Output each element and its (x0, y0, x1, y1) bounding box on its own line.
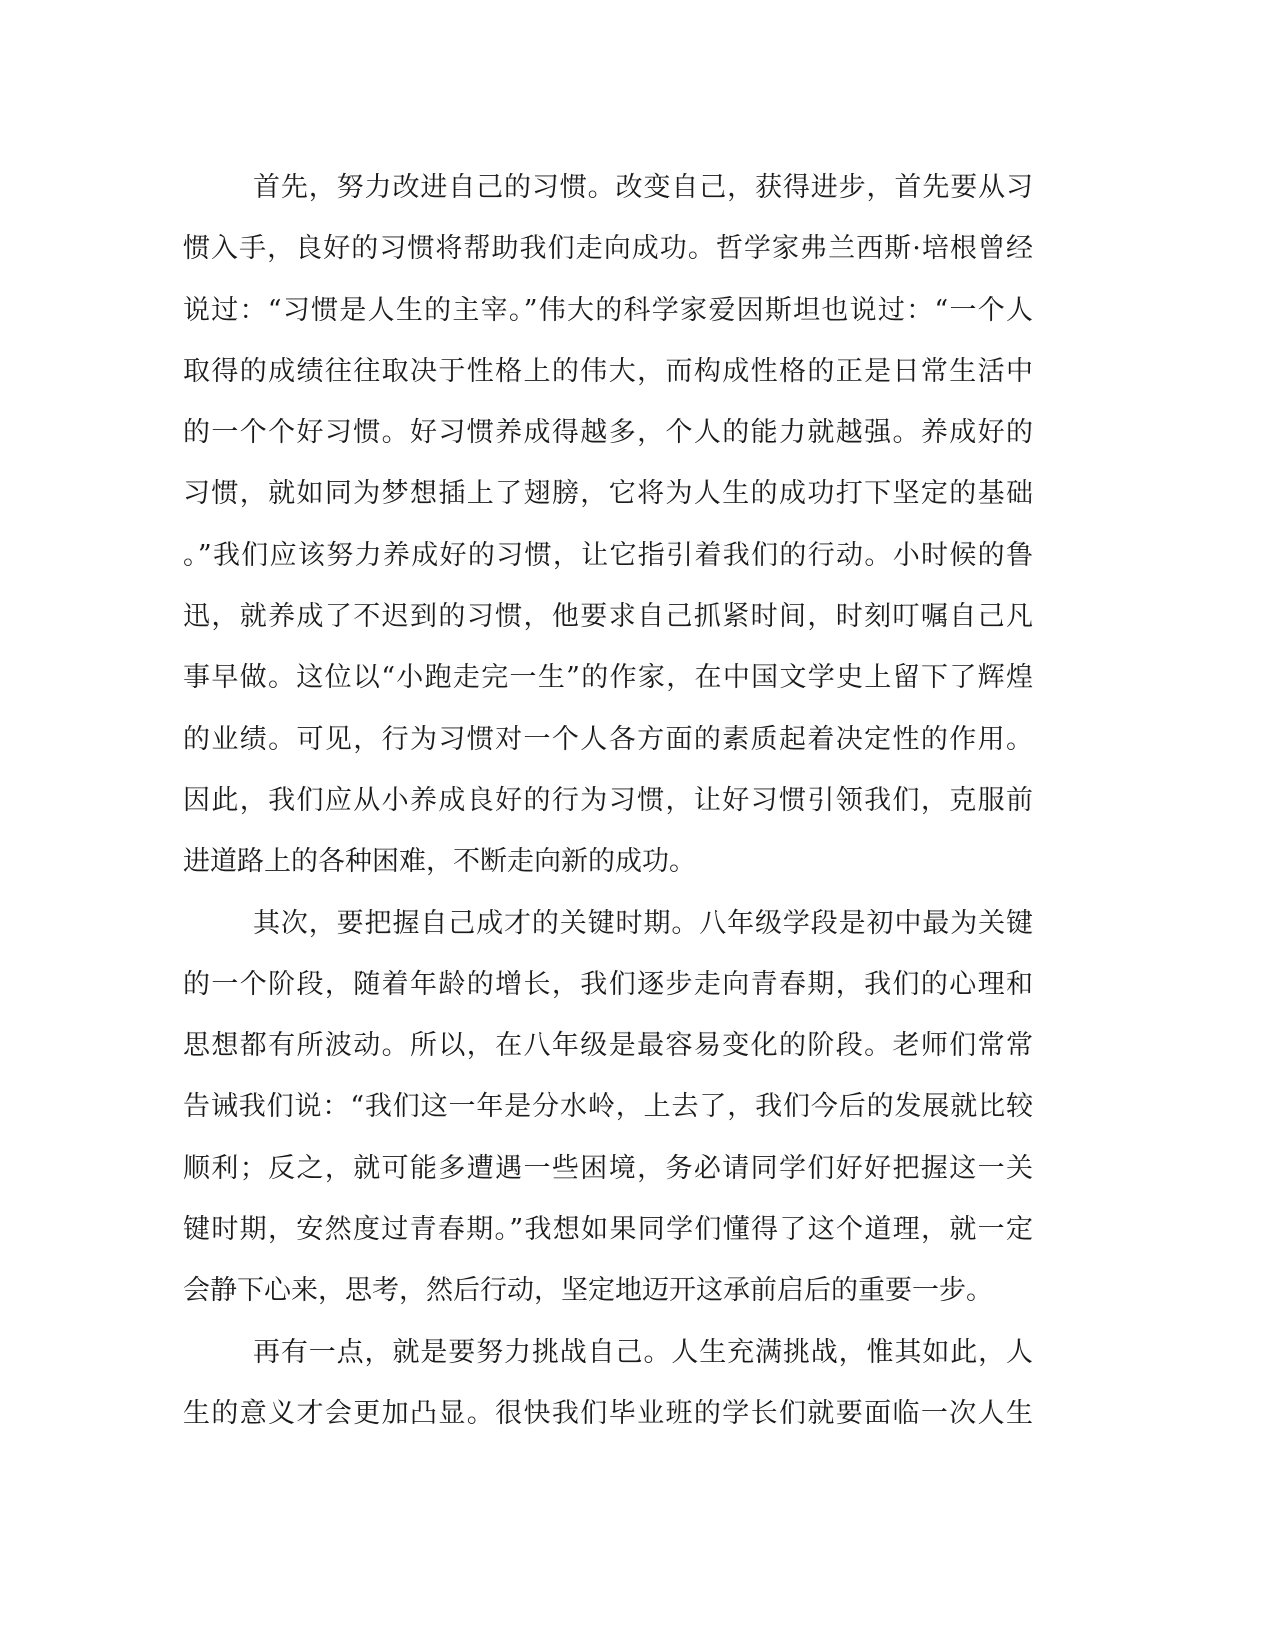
text-line: 。”我们应该努力养成好的习惯，让它指引着我们的行动。小时候的鲁 (183, 539, 1033, 571)
text-line: 会静下心来，思考，然后行动，坚定地迈开这承前启后的重要一步。 (183, 1275, 993, 1307)
text-line: 其次，要把握自己成才的关键时期。八年级学段是初中最为关键 (253, 907, 1033, 939)
text-line: 说过：“习惯是人生的主宰。”伟大的科学家爱因斯坦也说过：“一个人 (183, 294, 1033, 326)
text-line: 思想都有所波动。所以，在八年级是最容易变化的阶段。老师们常常 (183, 1030, 1033, 1062)
text-line: 顺利；反之，就可能多遭遇一些困境，务必请同学们好好把握这一关 (183, 1152, 1033, 1184)
text-line: 事早做。这位以“小跑走完一生”的作家，在中国文学史上留下了辉煌 (183, 662, 1033, 694)
text-line: 迅，就养成了不迟到的习惯，他要求自己抓紧时间，时刻叮嘱自己凡 (183, 601, 1033, 633)
text-line: 生的意义才会更加凸显。很快我们毕业班的学长们就要面临一次人生 (183, 1397, 1033, 1429)
text-line: 的业绩。可见，行为习惯对一个人各方面的素质起着决定性的作用。 (183, 723, 1033, 755)
paragraph-habits (183, 157, 1033, 893)
text-line: 告诫我们说：“我们这一年是分水岭，上去了，我们今后的发展就比较 (183, 1091, 1033, 1123)
paragraph-key-period (183, 893, 1033, 1322)
text-line: 首先，努力改进自己的习惯。改变自己，获得进步，首先要从习 (253, 172, 1033, 203)
text-line: 键时期，安然度过青春期。”我想如果同学们懂得了这个道理，就一定 (183, 1214, 1033, 1246)
text-line: 再有一点，就是要努力挑战自己。人生充满挑战，惟其如此，人 (253, 1336, 1033, 1368)
text-line: 因此，我们应从小养成良好的行为习惯，让好习惯引领我们，克服前 (183, 784, 1033, 816)
text-line: 的一个个好习惯。好习惯养成得越多，个人的能力就越强。养成好的 (183, 417, 1033, 449)
text-line: 取得的成绩往往取决于性格上的伟大，而构成性格的正是日常生活中 (183, 355, 1033, 387)
text-line: 的一个阶段，随着年龄的增长，我们逐步走向青春期，我们的心理和 (183, 968, 1033, 1000)
text-line: 惯入手，良好的习惯将帮助我们走向成功。哲学家弗兰西斯·培根曾经 (183, 233, 1033, 265)
text-line: 进道路上的各种困难，不断走向新的成功。 (183, 846, 696, 878)
paragraph-challenge (183, 1322, 1033, 1445)
text-line: 习惯，就如同为梦想插上了翅膀，它将为人生的成功打下坚定的基础 (183, 478, 1033, 510)
body-text (183, 157, 1033, 1444)
